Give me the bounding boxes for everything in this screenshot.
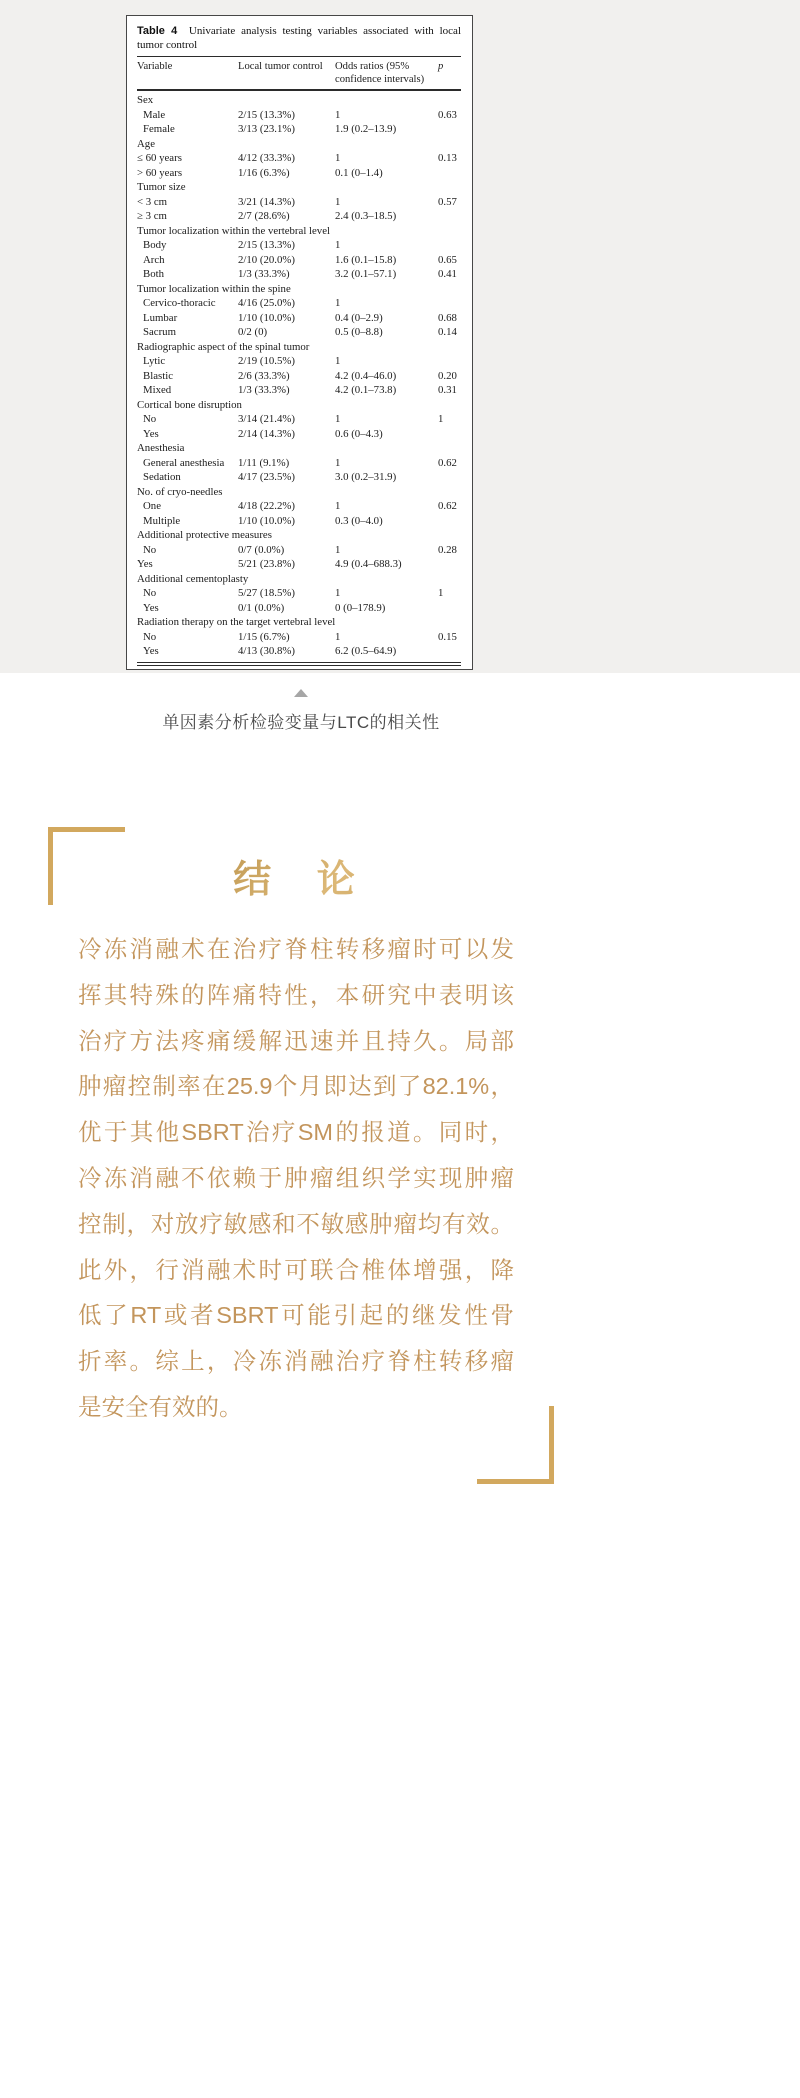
row-cell-ltc: 3/21 (14.3%) <box>238 195 295 208</box>
table-number-label: Table 4 <box>137 25 178 37</box>
conclusion-line: 此外，行消融术时可联合椎体增强，降 <box>78 1256 514 1283</box>
row-cell-ltc: 4/12 (33.3%) <box>238 152 295 164</box>
table-row <box>137 398 461 413</box>
row-cell-p <box>438 166 461 181</box>
table-card <box>126 15 473 670</box>
row-cell-odds: 0 (0–178.9) <box>335 601 386 614</box>
conclusion-line: 折率。综上，冷冻消融治疗脊柱转移瘤 <box>78 1348 514 1375</box>
row-cell-label: Body <box>143 239 167 251</box>
row-cell-odds: 4.2 (0.1–73.8) <box>335 384 397 396</box>
row-cell-p <box>438 514 461 529</box>
row-cell-ltc: 3/13 (23.1%) <box>238 123 295 135</box>
row-cell-p <box>438 354 461 369</box>
table-row <box>137 238 461 253</box>
row-cell-ltc: 4/16 (25.0%) <box>238 297 295 309</box>
row-category-label: Additional protective measures <box>137 529 272 541</box>
row-cell-p: 1 <box>438 587 444 599</box>
row-cell-ltc: 2/10 (20.0%) <box>238 253 295 266</box>
table-row <box>137 224 461 239</box>
row-cell-p <box>438 209 461 224</box>
table-row <box>137 557 461 572</box>
table-rule-bottom-2 <box>137 665 461 666</box>
row-category-label: Tumor size <box>137 181 186 193</box>
row-cell-p: 0.57 <box>438 195 457 208</box>
table-row <box>137 151 461 166</box>
row-cell-odds: 2.4 (0.3–18.5) <box>335 210 397 222</box>
row-cell-ltc: 0/1 (0.0%) <box>238 601 285 614</box>
row-cell-p <box>438 601 461 616</box>
row-category-label: No. of cryo-needles <box>137 485 223 498</box>
row-cell-ltc: 0/2 (0) <box>238 326 268 338</box>
row-cell-ltc: 3/14 (21.4%) <box>238 413 295 425</box>
table-row <box>137 615 461 630</box>
table-row <box>137 93 461 108</box>
row-cell-label: No <box>143 630 157 643</box>
row-cell-odds: 1 <box>335 355 341 367</box>
row-cell-label: < 3 cm <box>137 195 168 208</box>
table-row <box>137 543 461 558</box>
row-cell-odds: 1.9 (0.2–13.9) <box>335 123 397 135</box>
row-cell-label: > 60 years <box>137 166 183 179</box>
row-cell-ltc: 1/3 (33.3%) <box>238 268 290 280</box>
row-cell-ltc: 2/7 (28.6%) <box>238 210 290 222</box>
row-category-label: Radiation therapy on the target vertebral level <box>137 616 336 628</box>
row-cell-odds: 3.2 (0.1–57.1) <box>335 268 397 280</box>
row-cell-ltc: 1/16 (6.3%) <box>238 166 290 179</box>
row-cell-ltc: 2/6 (33.3%) <box>238 369 290 382</box>
row-cell-odds: 1.6 (0.1–15.8) <box>335 253 397 266</box>
conclusion-line: 挥其特殊的阵痛特性，本研究中表明该 <box>78 981 514 1008</box>
conclusion-line: 冷冻消融不依赖于肿瘤组织学实现肿瘤 <box>78 1164 514 1191</box>
row-cell-odds: 1 <box>335 297 341 309</box>
row-cell-p <box>438 557 461 572</box>
table-row <box>137 209 461 224</box>
row-cell-odds: 1 <box>335 152 341 164</box>
row-category-label: Cortical bone disruption <box>137 398 242 411</box>
table-row <box>137 427 461 442</box>
table-row <box>137 311 461 326</box>
table-row <box>137 253 461 268</box>
row-cell-odds: 1 <box>335 630 341 643</box>
corner-bracket-bottom-right-icon <box>549 1406 554 1484</box>
row-cell-odds: 0.6 (0–4.3) <box>335 427 383 440</box>
table-row <box>137 282 461 297</box>
row-cell-odds: 1 <box>335 239 341 251</box>
corner-bracket-top-left-icon <box>48 827 125 832</box>
row-cell-label: Blastic <box>143 369 173 382</box>
row-cell-label: Female <box>143 123 175 135</box>
row-cell-odds: 3.0 (0.2–31.9) <box>335 471 397 483</box>
row-category-label: Sex <box>137 94 154 106</box>
row-cell-ltc: 1/10 (10.0%) <box>238 311 295 324</box>
row-cell-odds: 1 <box>335 413 341 425</box>
row-cell-label: ≥ 3 cm <box>137 210 167 222</box>
row-cell-odds: 1 <box>335 587 341 599</box>
row-cell-odds: 1 <box>335 195 341 208</box>
row-cell-ltc: 1/11 (9.1%) <box>238 456 290 469</box>
table-row <box>137 137 461 152</box>
conclusion-line: 控制，对放疗敏感和不敏感肿瘤均有效。 <box>78 1210 514 1237</box>
table-body <box>137 93 461 659</box>
row-cell-p: 0.15 <box>438 630 457 643</box>
conclusion-body <box>78 927 514 1431</box>
table-header-row <box>137 57 461 89</box>
table-row <box>137 122 461 137</box>
row-cell-p: 0.65 <box>438 253 457 266</box>
collapse-triangle-icon <box>294 689 308 697</box>
row-cell-ltc: 5/21 (23.8%) <box>238 558 295 570</box>
conclusion-line: 治疗方法疼痛缓解迅速并且持久。局部 <box>78 1027 514 1054</box>
row-cell-ltc: 5/27 (18.5%) <box>238 587 295 599</box>
row-cell-label: Both <box>143 268 164 280</box>
row-cell-odds: 1 <box>335 543 341 556</box>
row-cell-label: Arch <box>143 253 165 266</box>
row-cell-p: 0.14 <box>438 326 457 338</box>
row-cell-ltc: 2/15 (13.3%) <box>238 108 295 121</box>
row-cell-p <box>438 296 461 311</box>
table-row <box>137 267 461 282</box>
table-row <box>137 441 461 456</box>
row-cell-odds: 1 <box>335 456 341 469</box>
table-caption-zh: 单因素分析检验变量与LTC的相关性 <box>162 713 440 732</box>
row-cell-label: Lumbar <box>143 311 178 324</box>
row-cell-odds: 0.5 (0–8.8) <box>335 326 383 338</box>
row-cell-label: Mixed <box>143 384 172 396</box>
row-cell-p: 0.31 <box>438 384 457 396</box>
row-cell-odds: 0.4 (0–2.9) <box>335 311 383 324</box>
column-header-variable: Variable <box>137 61 173 72</box>
table-row <box>137 485 461 500</box>
conclusion-line: 冷冻消融术在治疗脊柱转移瘤时可以发 <box>78 936 514 962</box>
table-row <box>137 630 461 645</box>
row-category-label: Anesthesia <box>137 442 185 454</box>
row-cell-label: General anesthesia <box>143 456 225 469</box>
corner-bracket-bottom-right-icon <box>477 1479 554 1484</box>
row-cell-odds: 1 <box>335 108 341 121</box>
table-row <box>137 383 461 398</box>
row-cell-odds: 4.2 (0.4–46.0) <box>335 369 397 382</box>
row-cell-p: 0.20 <box>438 369 457 382</box>
conclusion-line: 优于其他SBRT治疗SM的报道。同时， <box>78 1119 514 1146</box>
column-header-p: p <box>438 61 444 72</box>
table-row <box>137 180 461 195</box>
table-row <box>137 572 461 587</box>
row-cell-p: 0.13 <box>438 152 457 164</box>
row-cell-odds: 0.3 (0–4.0) <box>335 514 383 527</box>
row-cell-ltc: 2/14 (14.3%) <box>238 427 295 440</box>
row-category-label: Age <box>137 137 155 150</box>
table-row <box>137 528 461 543</box>
row-cell-label: Yes <box>137 558 153 570</box>
conclusion-line: 是安全有效的。 <box>78 1393 243 1420</box>
row-cell-p <box>438 427 461 442</box>
row-cell-ltc: 4/13 (30.8%) <box>238 645 295 657</box>
conclusion-line: 低了RT或者SBRT可能引起的继发性骨 <box>78 1302 514 1329</box>
row-cell-label: Yes <box>143 601 159 614</box>
row-cell-label: ≤ 60 years <box>137 152 182 164</box>
table-row <box>137 325 461 340</box>
row-cell-odds: 1 <box>335 500 341 512</box>
row-cell-odds: 6.2 (0.5–64.9) <box>335 645 397 657</box>
row-cell-p <box>438 644 461 659</box>
row-cell-ltc: 0/7 (0.0%) <box>238 543 285 556</box>
table-row <box>137 369 461 384</box>
row-cell-ltc: 1/3 (33.3%) <box>238 384 290 396</box>
row-cell-odds: 0.1 (0–1.4) <box>335 166 383 179</box>
table-row <box>137 514 461 529</box>
row-cell-label: Lytic <box>143 355 166 367</box>
table-row <box>137 456 461 471</box>
row-cell-p: 0.62 <box>438 500 457 512</box>
row-cell-p <box>438 122 461 137</box>
table-title <box>137 25 461 52</box>
conclusion-line: 肿瘤控制率在25.9个月即达到了82.1%， <box>78 1073 514 1100</box>
table-row <box>137 354 461 369</box>
column-header-odds: Odds ratios (95% confidence intervals) <box>335 61 425 85</box>
row-cell-p: 1 <box>438 413 444 425</box>
row-cell-label: Male <box>143 108 166 121</box>
row-cell-label: Cervico-thoracic <box>143 297 216 309</box>
table-row <box>137 470 461 485</box>
table-rule-bottom-1 <box>137 662 461 663</box>
table-row <box>137 412 461 427</box>
row-cell-p <box>438 470 461 485</box>
row-cell-p <box>438 238 461 253</box>
row-cell-label: Multiple <box>143 514 181 527</box>
table-rule-header <box>137 89 461 91</box>
row-cell-label: Sacrum <box>143 326 176 338</box>
table-row <box>137 166 461 181</box>
row-cell-label: Yes <box>143 645 159 657</box>
table-row <box>137 296 461 311</box>
row-cell-ltc: 1/15 (6.7%) <box>238 630 290 643</box>
row-cell-label: No <box>143 413 157 425</box>
row-cell-ltc: 2/19 (10.5%) <box>238 355 295 367</box>
row-cell-ltc: 1/10 (10.0%) <box>238 514 295 527</box>
table-row <box>137 108 461 123</box>
row-cell-label: One <box>143 500 161 512</box>
row-cell-label: Sedation <box>143 471 181 483</box>
row-cell-label: Yes <box>143 427 159 440</box>
row-cell-p: 0.68 <box>438 311 457 324</box>
row-category-label: Radiographic aspect of the spinal tumor <box>137 340 310 353</box>
row-category-label: Additional cementoplasty <box>137 572 249 585</box>
table-row <box>137 601 461 616</box>
table-row <box>137 499 461 514</box>
table-row <box>137 644 461 659</box>
row-cell-p: 0.41 <box>438 268 457 280</box>
row-cell-label: No <box>143 587 157 599</box>
table-row <box>137 195 461 210</box>
row-cell-p: 0.28 <box>438 543 457 556</box>
table-row <box>137 586 461 601</box>
row-category-label: Tumor localization within the spine <box>137 282 291 295</box>
row-cell-label: No <box>143 543 157 556</box>
row-cell-odds: 4.9 (0.4–688.3) <box>335 558 402 570</box>
row-category-label: Tumor localization within the vertebral level <box>137 224 330 237</box>
row-cell-ltc: 4/17 (23.5%) <box>238 471 295 483</box>
column-header-ltc: Local tumor control <box>238 61 323 72</box>
row-cell-p: 0.62 <box>438 456 457 469</box>
conclusion-heading: 结 论 <box>0 856 606 904</box>
row-cell-p: 0.63 <box>438 108 457 121</box>
row-cell-ltc: 4/18 (22.2%) <box>238 500 295 512</box>
table-title-text: Univariate analysis testing variables associated with local tumor control <box>137 25 461 51</box>
table-row <box>137 340 461 355</box>
row-cell-ltc: 2/15 (13.3%) <box>238 239 295 251</box>
